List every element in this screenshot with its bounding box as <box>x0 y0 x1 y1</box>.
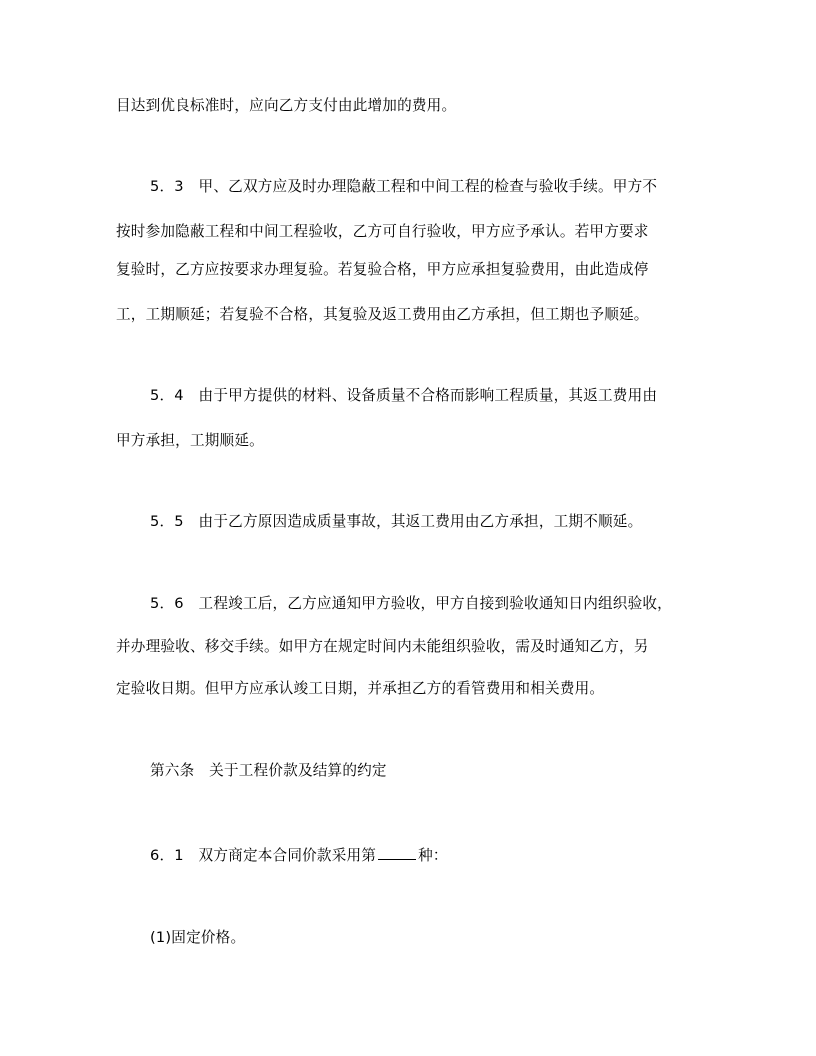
clause-5-3-line-1: 5．3 甲、乙双方应及时办理隐蔽工程和中间工程的检查与验收手续。甲方不 <box>150 178 658 195</box>
clause-5-5-line: 5．5 由于乙方原因造成质量事故，其返工费用由乙方承担，工期不顺延。 <box>150 513 643 530</box>
paragraph-line: 目达到优良标准时，应向乙方支付由此增加的费用。 <box>116 97 457 114</box>
clause-5-4-line-1: 5．4 由于甲方提供的材料、设备质量不合格而影响工程质量，其返工费用由 <box>150 387 658 404</box>
clause-5-6-line-2: 并办理验收、移交手续。如甲方在规定时间内未能组织验收，需及时通知乙方，另 <box>116 638 649 655</box>
clause-5-6-line-3: 定验收日期。但甲方应承认竣工日期，并承担乙方的看管费用和相关费用。 <box>116 680 605 697</box>
clause-6-1-suffix: 种： <box>418 847 448 864</box>
clause-5-3-line-4: 工，工期顺延；若复验不合格，其复验及返工费用由乙方承担，但工期也予顺延。 <box>116 306 649 323</box>
clause-5-3-line-2: 按时参加隐蔽工程和中间工程验收，乙方可自行验收，甲方应予承认。若甲方要求 <box>116 223 649 240</box>
option-1-line: (1)固定价格。 <box>150 929 246 946</box>
clause-5-4-line-2: 甲方承担，工期顺延。 <box>116 432 264 449</box>
fill-in-blank <box>378 845 416 860</box>
clause-5-3-line-3: 复验时，乙方应按要求办理复验。若复验合格，甲方应承担复验费用，由此造成停 <box>116 261 649 278</box>
clause-6-1-line <box>150 845 740 866</box>
article-6-heading: 第六条 关于工程价款及结算的约定 <box>150 762 387 779</box>
clause-6-1-prefix: 6．1 双方商定本合同价款采用第 <box>150 847 377 864</box>
clause-5-6-line-1: 5．6 工程竣工后，乙方应通知甲方验收，甲方自接到验收通知日内组织验收， <box>150 595 672 612</box>
